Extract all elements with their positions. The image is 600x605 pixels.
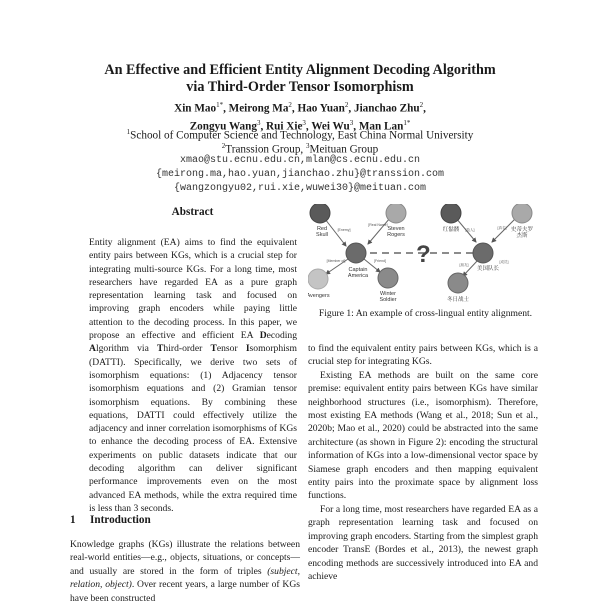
- section-heading-introduction: [70, 514, 151, 526]
- author-name: Wei Wu: [311, 120, 350, 133]
- node-label: Skull: [316, 232, 328, 238]
- triple-notation: (subject, relation, object): [70, 565, 300, 591]
- node-captain-america-zh: [473, 243, 493, 263]
- author-sup: 2: [288, 101, 292, 109]
- author-sup: 3: [302, 118, 306, 127]
- email-line-1: xmao@stu.ecnu.edu.cn,mlan@cs.ecnu.edu.cn: [179, 155, 421, 166]
- abstract-paragraph: [89, 236, 297, 515]
- figure-caption: Figure 1: An example of cross-lingual entity alignment.: [318, 308, 533, 319]
- question-mark-icon: ?: [416, 241, 431, 268]
- intro-paragraph: to find the equivalent entity pairs between KGs, which is a crucial step for integrating KGs.: [308, 343, 538, 368]
- title-line-2: via Third-Order Tensor Isomorphism: [186, 79, 414, 95]
- author-sup: 2: [419, 101, 424, 109]
- authors-line-2: Zongyu Wang$^3$, Rui Xie$^3$, Wei Wu$^3$, Man Lan$^{1*}$: [189, 118, 411, 133]
- node-label: Captain: [348, 267, 368, 273]
- author-name: Jianchao Zhu: [353, 102, 420, 115]
- author-name: Man Lan: [358, 120, 404, 133]
- node-steven-rogers-zh: [512, 204, 532, 223]
- author-name: Meirong Ma: [228, 102, 289, 115]
- body-text: Knowledge graphs (KGs) illustrate the relations between real-world entities—e.g., objects, situations, or concepts—and usually are stored in the form of triples: [70, 539, 300, 577]
- acronym-letter: D: [259, 330, 267, 342]
- email-line-2: {meirong.ma,hao.yuan,jianchao.zhu}@transsion.com: [155, 169, 445, 180]
- section-title: Introduction: [90, 514, 151, 526]
- acronym-letter: T: [157, 343, 164, 355]
- node-winter-soldier: [378, 268, 398, 288]
- edge-label: [Member of]: [326, 259, 346, 263]
- node-steven-rogers: [386, 204, 406, 223]
- intro-paragraph: [70, 538, 300, 605]
- author-name: Xin Mao: [174, 102, 217, 115]
- edge-label: [成员]: [499, 260, 509, 264]
- title-line-1: An Effective and Efficient Entity Alignment Decoding Algorithm: [104, 62, 496, 78]
- abstract-body: [89, 236, 297, 515]
- author-sup: 1*: [403, 118, 411, 127]
- author-name: Hao Yuan: [297, 102, 345, 115]
- node-captain-america: [346, 243, 366, 263]
- affiliation-sup: 1: [126, 128, 131, 136]
- author-sup: 3: [349, 118, 354, 127]
- node-red-skull-zh: [441, 204, 461, 223]
- intro-paragraph: Existing EA methods are built on the same core premise: equivalent entity pairs between KGs have similar neighborhood structures (i.e., isomorphism). Therefore, most existing EA methods (Wang et al., 2018; Sun et al., 2020b; Mao et al., 2020) could be abstracted into the same architecture (as shown in Figure 2): encoding the structural information of KGs into a low-dimensional vector space by Siamese graph encoders and then mapping equivalent entity pairs into the proximate space by alignment loss functions.: [308, 369, 538, 502]
- acronym-letter: T: [210, 343, 217, 355]
- abstract-text: ensor: [216, 343, 246, 355]
- node-label: 红骷髅: [442, 227, 460, 233]
- abstract-text: somorphism (DATTI). Specifically, we derive two sets of isomorphism equations: (1) Adjacency tensor isomorphism equations and (2) Gramian tensor isomorphism equations. By combining these equations, DATTI could effectively utilize the adjacency and inner correlation isomorphisms of KGs to enhance the decoding process of EA. Extensive experiments on public datasets indicate that our decoding algorithm can deliver significant performance improvements even on the most advanced EA methods, while the extra required time is less than 3 seconds.: [89, 343, 297, 514]
- edge-label: [Enemy]: [337, 228, 351, 232]
- body-text: . Over recent years, a large number of KGs have been constructed: [70, 579, 300, 604]
- node-label: 冬日战士: [446, 297, 470, 303]
- edge-label: [Friend]: [374, 259, 386, 263]
- affiliation-text: Meituan Group: [309, 143, 379, 156]
- node-label: America: [347, 273, 369, 279]
- author-sup: 3: [256, 118, 261, 127]
- node-avengers: [308, 269, 328, 289]
- entity-alignment-diagram: [308, 204, 543, 304]
- intro-paragraph: For a long time, most researchers have regarded EA as a graph representation learning task and focused on improving graph encoders. Starting from the simplest graph encoder TransE (Bordes et al., 2013), the newest graph encoding methods are successively introduced into EA and achieve: [308, 503, 538, 582]
- node-label: 史蒂夫罗: [510, 227, 534, 233]
- node-label: Rogers: [387, 232, 405, 238]
- node-label: Winter: [380, 291, 396, 297]
- affiliation-sup: 2: [221, 142, 226, 150]
- node-label: Soldier: [379, 297, 397, 303]
- section-number: 1: [70, 514, 76, 526]
- acronym-letter: I: [245, 343, 250, 355]
- paper-title: [60, 62, 540, 96]
- abstract-text: hird-order: [163, 343, 211, 355]
- node-label: 美国队长: [476, 266, 500, 272]
- edge-label: [敌人]: [465, 228, 475, 232]
- node-label: Avengers: [308, 293, 330, 299]
- author-name: Rui Xie: [266, 120, 303, 133]
- node-label: 杰斯: [516, 233, 528, 239]
- abstract-text: lgorithm via: [95, 343, 158, 355]
- intro-left-column: [70, 538, 300, 605]
- node-winter-soldier-zh: [448, 273, 468, 293]
- edge-label: [朋友]: [459, 263, 469, 267]
- abstract-text: Entity alignment (EA) aims to find the equivalent entity pairs between KGs, which is a crucial step for integrating multi-source KGs. For a long time, most researchers have regarded EA as a pure graph representation learning task and focused on improving graph encoders while paying little attention to the decoding process. In this paper, we propose an effective and efficient EA: [89, 237, 297, 342]
- figure-1: [308, 204, 543, 304]
- edge-label: [Real Name]: [368, 223, 388, 227]
- node-red-skull: [310, 204, 330, 223]
- author-sup: 1*: [216, 101, 224, 109]
- edge-label: [真名]: [497, 226, 507, 230]
- intro-right-column: [308, 342, 538, 583]
- acronym-letter: A: [89, 343, 96, 355]
- authors-line-1: Xin Mao$^{1*}$, Meirong Ma$^2$, Hao Yuan$^2$, Jianchao Zhu$^2$,: [174, 101, 426, 115]
- affiliation-text: Transsion Group,: [225, 143, 307, 156]
- node-label: Steven: [387, 226, 405, 232]
- affiliation-text: School of Computer Science and Technology, East China Normal University: [130, 129, 474, 142]
- author-sup: 2: [344, 101, 349, 109]
- node-label: Red: [316, 226, 328, 232]
- abstract-text: ecoding: [266, 330, 297, 342]
- affiliation-sup: 3: [306, 142, 310, 150]
- email-line-3: {wangzongyu02,rui.xie,wuwei30}@meituan.com: [173, 183, 427, 194]
- abstract-heading: Abstract: [171, 206, 214, 218]
- author-name: Zongyu Wang: [189, 120, 257, 133]
